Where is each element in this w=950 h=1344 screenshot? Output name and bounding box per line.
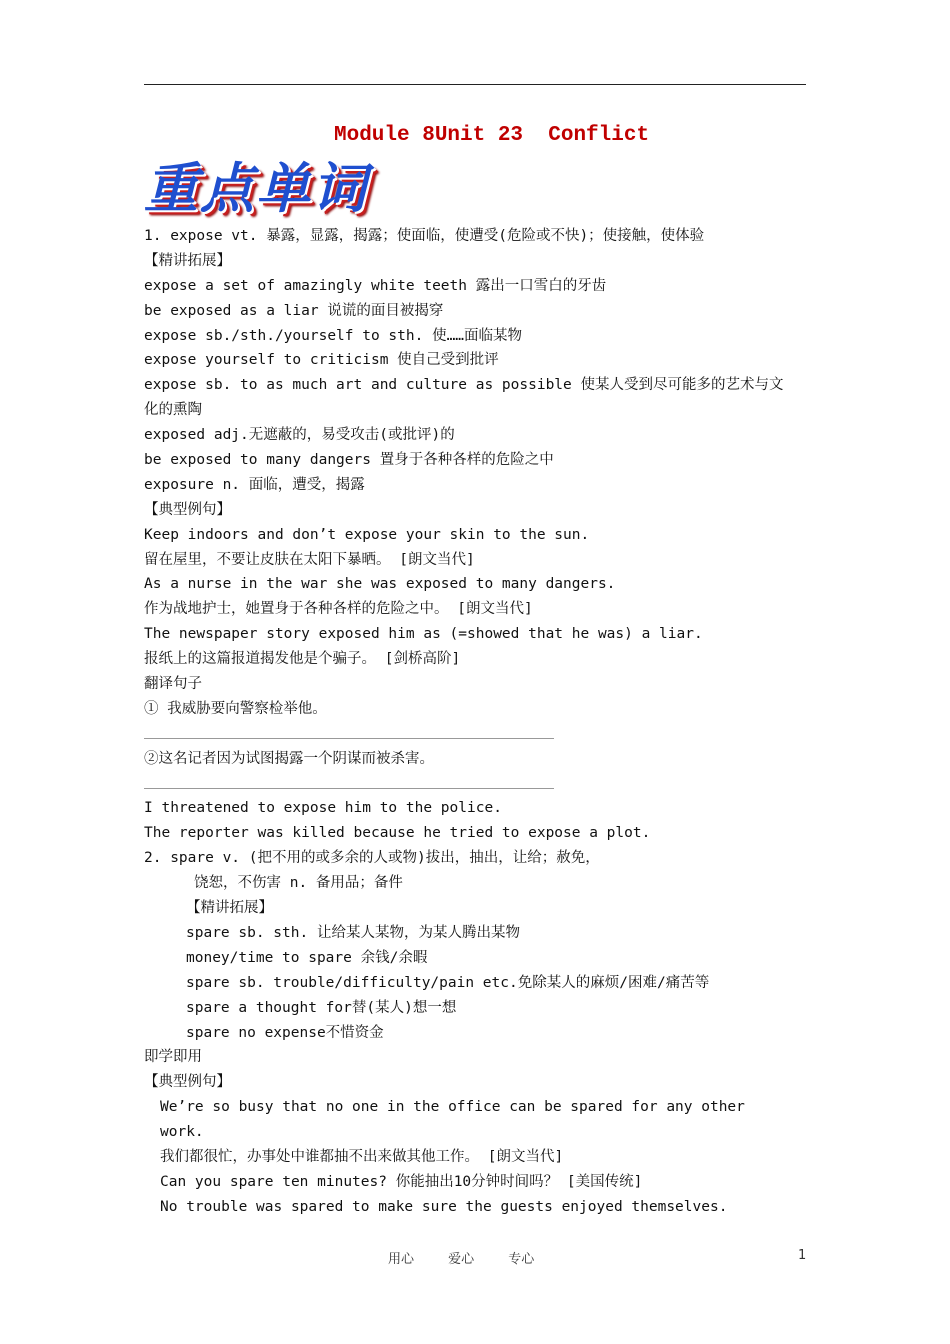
text-line: work. [160, 1124, 204, 1141]
text-line: ① 我威胁要向警察检举他。 [144, 700, 327, 717]
text-line: spare a thought for替(某人)想一想 [186, 999, 457, 1016]
text-line: spare no expense不惜资金 [186, 1024, 384, 1041]
text-line: Keep indoors and don’t expose your skin to the sun. [144, 526, 590, 543]
text-line: 我们都很忙，办事处中谁都抽不出来做其他工作。 [朗文当代] [160, 1148, 564, 1165]
answer-blank-line [144, 772, 824, 797]
text-line: No trouble was spared to make sure the guests enjoyed themselves. [160, 1198, 728, 1215]
page-number: 1 [798, 1248, 807, 1263]
footer-motto: 用心 爱心 专心 [388, 1252, 535, 1267]
text-line: We’re so busy that no one in the office can be spared for any other [160, 1099, 745, 1116]
text-line: exposed adj.无遮蔽的，易受攻击(或批评)的 [144, 427, 455, 444]
text-line: exposure n. 面临，遭受，揭露 [144, 476, 365, 493]
text-line: 化的熏陶 [144, 402, 202, 419]
text-line: The newspaper story exposed him as (=showed that he was) a liar. [144, 626, 703, 643]
answer-blank-line [144, 722, 824, 747]
text-line: be exposed to many dangers 置身于各种各样的危险之中 [144, 452, 554, 469]
text-line: As a nurse in the war she was exposed to many dangers. [144, 576, 616, 593]
text-line: 饶恕，不伤害 n. 备用品；备件 [194, 875, 403, 892]
text-line: 作为战地护士，她置身于各种各样的危险之中。 [朗文当代] [144, 601, 533, 618]
text-line: be exposed as a liar 说谎的面目被揭穿 [144, 302, 444, 319]
text-line: 【精讲拓展】 [186, 900, 273, 917]
text-line: expose sb. to as much art and culture as possible 使某人受到尽可能多的艺术与文 [144, 377, 784, 394]
section-banner: 重点单词 [144, 157, 368, 220]
text-line: 即学即用 [144, 1049, 202, 1066]
text-line: I threatened to expose him to the police. [144, 800, 502, 817]
header-rule [144, 84, 806, 85]
text-line: expose yourself to criticism 使自己受到批评 [144, 352, 499, 369]
text-line: The reporter was killed because he tried to expose a plot. [144, 825, 651, 842]
text-line: 留在屋里，不要让皮肤在太阳下暴晒。 [朗文当代] [144, 551, 475, 568]
text-line: spare sb. sth. 让给某人某物，为某人腾出某物 [186, 924, 520, 941]
text-line: 【典型例句】 [144, 501, 231, 518]
text-line: Can you spare ten minutes? 你能抽出10分钟时间吗？ [美国传统] [160, 1173, 643, 1190]
text-line: 报纸上的这篇报道揭发他是个骗子。 [剑桥高阶] [144, 651, 461, 668]
text-line: 【精讲拓展】 [144, 252, 231, 269]
text-line: expose sb./sth./yourself to sth. 使……面临某物 [144, 327, 523, 344]
page-title: Module 8Unit 23 Conflict [334, 124, 650, 147]
text-line: expose a set of amazingly white teeth 露出一口雪白的牙齿 [144, 277, 607, 294]
text-line: 1. expose vt. 暴露，显露，揭露；使面临，使遭受(危险或不快)；使接触，使体验 [144, 228, 705, 244]
document-body [144, 224, 824, 1220]
text-line: 翻译句子 [144, 676, 202, 693]
text-line: spare sb. trouble/difficulty/pain etc.免除某人的麻烦/困难/痛苦等 [186, 974, 710, 991]
text-line: money/time to spare 余钱/余暇 [186, 949, 428, 966]
text-line: ②这名记者因为试图揭露一个阴谋而被杀害。 [144, 750, 434, 767]
text-line: 2. spare v. (把不用的或多余的人或物)拔出，抽出，让给；赦免， [144, 850, 600, 867]
text-line: 【典型例句】 [144, 1074, 231, 1091]
